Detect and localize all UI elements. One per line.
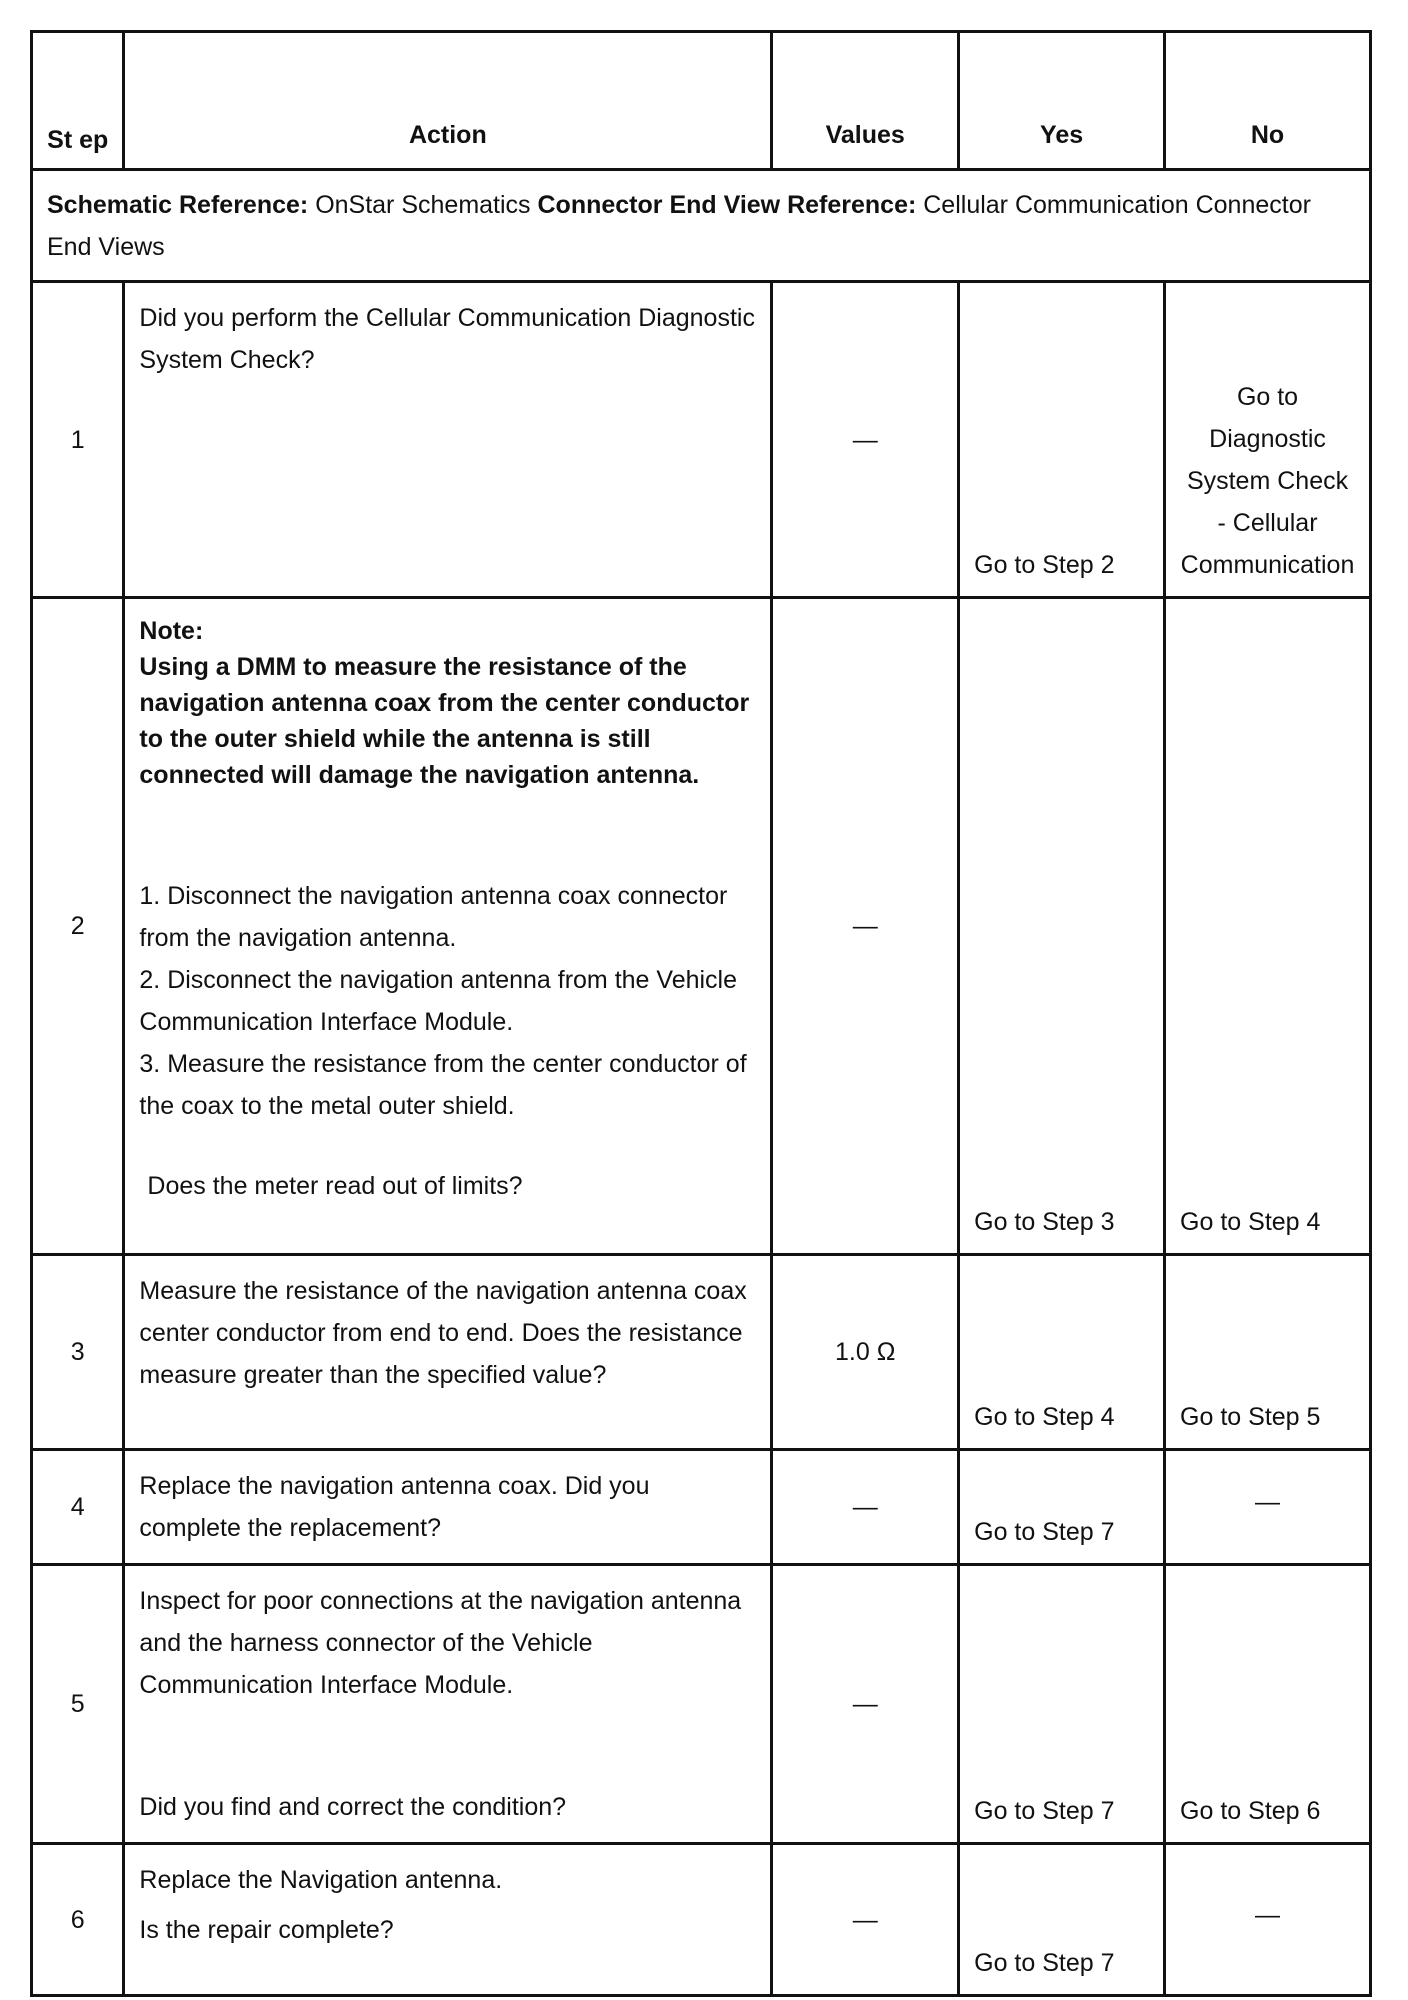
table-row xyxy=(32,598,1371,1255)
question-text: Did you find and correct the condition? xyxy=(139,1793,567,1821)
procedure-list xyxy=(139,875,756,1127)
value-cell: — xyxy=(772,1844,959,1996)
question-text: Is the repair complete? xyxy=(139,1916,394,1944)
reference-row xyxy=(32,170,1371,282)
yes-cell: Go to Step 4 xyxy=(959,1255,1165,1450)
action-cell xyxy=(124,1844,772,1996)
no-cell: Go to Step 6 xyxy=(1165,1565,1371,1844)
table-row xyxy=(32,1844,1371,1996)
action-text: Did you perform the Cellular Communication Diagnostic System Check? xyxy=(124,282,772,598)
header-step: St ep xyxy=(32,32,124,170)
schematic-ref-value: OnStar Schematics xyxy=(315,190,531,219)
no-cell: — xyxy=(1165,1844,1371,1996)
value-cell: 1.0 Ω xyxy=(772,1255,959,1450)
note-body: Using a DMM to measure the resistance of the navigation antenna coax from the center conductor to the outer shield while the antenna is still connected will damage the navigation antenna. xyxy=(139,653,750,789)
action-text: Measure the resistance of the navigation antenna coax center conductor from end to end. Does the resistance measure greater than the specified value? xyxy=(124,1255,772,1450)
header-no: No xyxy=(1165,32,1371,170)
yes-cell: Go to Step 7 xyxy=(959,1844,1165,1996)
step-number: 6 xyxy=(32,1844,124,1996)
connector-ref-label: Connector End View Reference: xyxy=(537,190,917,219)
action-cell xyxy=(124,598,772,1255)
header-values: Values xyxy=(772,32,959,170)
action-cell xyxy=(124,1565,772,1844)
action-text: Replace the Navigation antenna. xyxy=(139,1866,503,1894)
table-row xyxy=(32,1565,1371,1844)
step-number: 1 xyxy=(32,282,124,598)
step-number: 5 xyxy=(32,1565,124,1844)
no-cell: Go to Step 4 xyxy=(1165,598,1371,1255)
header-row xyxy=(32,32,1371,170)
no-cell: Go to Diagnostic System Check - Cellular Communication xyxy=(1165,282,1371,598)
list-item: 2. Disconnect the navigation antenna from the Vehicle Communication Interface Module. xyxy=(139,966,738,1036)
list-item: 3. Measure the resistance from the center conductor of the coax to the metal outer shield. xyxy=(139,1050,747,1120)
value-cell: — xyxy=(772,282,959,598)
value-cell: — xyxy=(772,598,959,1255)
step-number: 2 xyxy=(32,598,124,1255)
action-text: Replace the navigation antenna coax. Did you complete the replacement? xyxy=(124,1450,772,1565)
step-number: 4 xyxy=(32,1450,124,1565)
table-row xyxy=(32,1450,1371,1565)
table-row xyxy=(32,1255,1371,1450)
question-text: Does the meter read out of limits? xyxy=(147,1172,523,1200)
step-number: 3 xyxy=(32,1255,124,1450)
reference-cell xyxy=(32,170,1371,282)
value-cell: — xyxy=(772,1450,959,1565)
connector-ref-value: Cellular Communication Connector End Views xyxy=(47,190,1311,261)
value-cell: — xyxy=(772,1565,959,1844)
yes-cell: Go to Step 7 xyxy=(959,1450,1165,1565)
header-yes: Yes xyxy=(959,32,1165,170)
note-title: Note: xyxy=(139,617,204,645)
list-item: 1. Disconnect the navigation antenna coax connector from the navigation antenna. xyxy=(139,882,728,952)
yes-cell: Go to Step 2 xyxy=(959,282,1165,598)
action-text: Inspect for poor connections at the navigation antenna and the harness connector of the Vehicle Communication Interface Module. xyxy=(139,1587,742,1699)
no-cell: Go to Step 5 xyxy=(1165,1255,1371,1450)
yes-cell: Go to Step 3 xyxy=(959,598,1165,1255)
no-cell: — xyxy=(1165,1450,1371,1565)
yes-cell: Go to Step 7 xyxy=(959,1565,1165,1844)
table-row xyxy=(32,282,1371,598)
diagnostic-table xyxy=(30,30,1372,1997)
header-action: Action xyxy=(124,32,772,170)
schematic-ref-label: Schematic Reference: xyxy=(47,190,309,219)
